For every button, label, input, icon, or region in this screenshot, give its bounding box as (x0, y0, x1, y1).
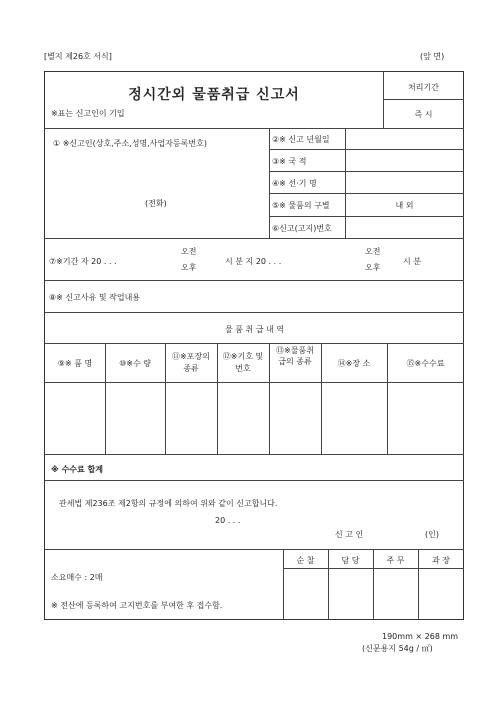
field-vessel-name: ④※ 선·기 명 (272, 179, 317, 188)
divider (45, 480, 464, 481)
divider (269, 216, 464, 217)
col-location: ⑭※장 소 (337, 359, 371, 368)
col-item-name: ⑨※ 품 명 (57, 359, 93, 368)
divider (269, 343, 270, 454)
processing-label: 처리기간 (408, 83, 439, 92)
col-package-type: ⑪※포장의 종류 (172, 352, 210, 373)
reporter-label: ① ※신고인(상호,주소,성명,사업자등록번호) (53, 139, 207, 148)
goods-type-value: 내 외 (395, 201, 414, 210)
form-number: [별지 제26호 서식] (44, 52, 112, 61)
reason-label: ⑧※ 신고사유 및 작업내용 (49, 293, 141, 302)
form-frame (44, 71, 464, 620)
goods-section-title: 물 품 취 급 내 역 (224, 325, 285, 334)
divider (383, 99, 464, 100)
divider (269, 193, 464, 194)
processing-value: 즉 시 (414, 110, 433, 119)
period-am-1: 오전 (181, 247, 197, 256)
declaration-text: 관세법 제236조 제2항의 규정에 의하여 위와 같이 신고합니다. (59, 499, 278, 508)
period-time-1: 시 분 지 20 . . . (225, 257, 282, 266)
approval-chief: 주 무 (386, 556, 405, 565)
fee-total-label: ※ 수수료 합계 (51, 465, 103, 474)
field-notice-number: ⑥신고(고지)번호 (272, 224, 332, 233)
form-title: 정시간외 물품취급 신고서 (128, 87, 300, 103)
divider (283, 568, 464, 569)
declaration-seal: (인) (425, 530, 439, 539)
col-handling-type: ⑬※물품취급의 종류 (276, 346, 314, 366)
col-quantity: ⑩※수 량 (119, 359, 151, 368)
divider (45, 238, 464, 239)
period-pm-2: 오후 (365, 263, 381, 272)
divider (45, 549, 464, 550)
instruction-note: ※표는 신고인이 기입 (51, 109, 125, 118)
bottom-note: ※ 전산에 등록하여 고지번호를 부여한 후 접수함. (51, 601, 223, 610)
col-marks-numbers: ⑫※기호 및 번호 (222, 352, 264, 373)
divider (45, 280, 464, 281)
approval-staff: 담 당 (341, 556, 360, 565)
divider (45, 382, 464, 383)
declaration-signer: 신 고 인 (335, 530, 364, 539)
period-time-2: 시 분 (403, 257, 421, 266)
approval-director: 과 장 (432, 556, 450, 565)
copies-count: 소요매수 : 2매 (51, 573, 103, 582)
divider (269, 128, 270, 238)
divider (217, 343, 218, 454)
page-side: (앞 면) (420, 52, 445, 61)
col-fee: ⑮※수수료 (406, 359, 445, 368)
divider (269, 171, 464, 172)
divider (45, 454, 464, 455)
period-label: ⑦※기간 자 20 . . . (49, 257, 117, 266)
divider (269, 149, 464, 150)
divider (45, 128, 464, 129)
approval-patrol: 순 찰 (296, 556, 315, 565)
divider (345, 128, 346, 238)
divider (45, 312, 464, 313)
field-report-date: ②※ 신고 년월일 (272, 135, 330, 144)
divider (45, 343, 464, 344)
divider (165, 343, 166, 454)
field-nationality: ③※ 국 적 (272, 157, 307, 166)
field-goods-type: ⑤※ 물품의 구별 (272, 201, 330, 210)
period-am-2: 오전 (365, 247, 381, 256)
reporter-phone: (전화) (145, 199, 167, 208)
paper-type: (신문용지 54g / ㎡) (362, 644, 433, 653)
period-pm-1: 오후 (181, 263, 197, 272)
declaration-date: 20 . . . (215, 516, 241, 525)
paper-size: 190mm × 268 mm (382, 632, 459, 641)
